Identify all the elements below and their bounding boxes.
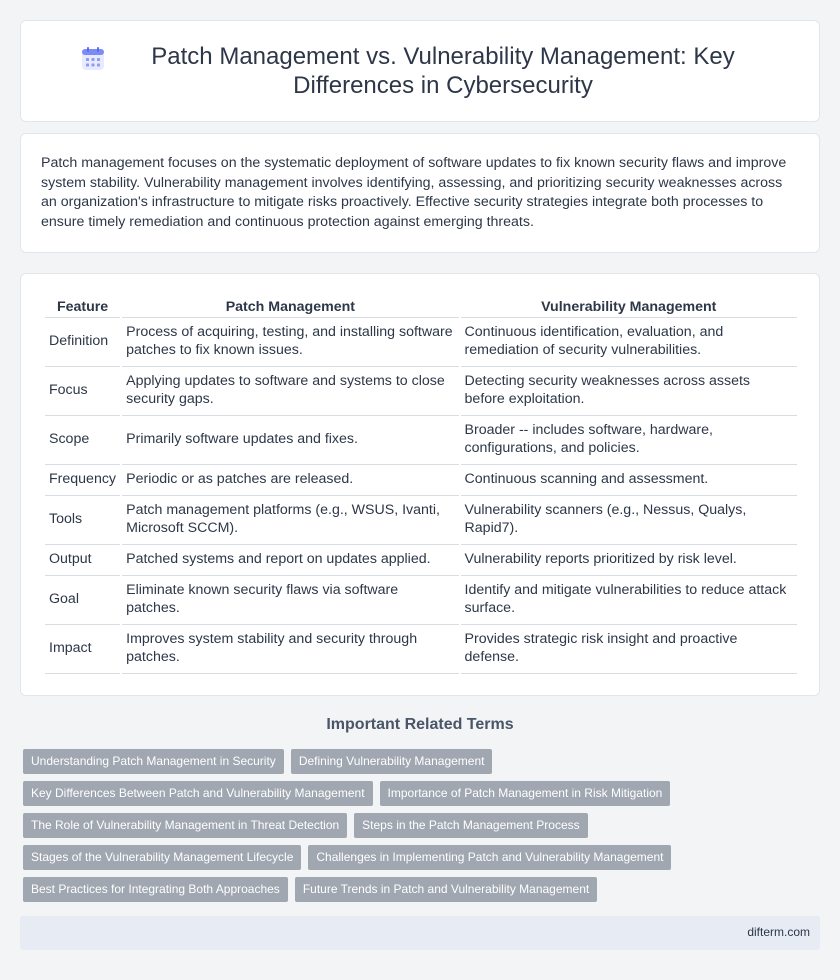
row-vulnerability-cell: Identify and mitigate vulnerabilities to reduce attack surface.: [461, 576, 797, 625]
table-header-row: [45, 294, 797, 318]
header-patch-management: Patch Management: [122, 294, 458, 318]
related-term-link[interactable]: Future Trends in Patch and Vulnerability Management: [295, 877, 597, 902]
related-term-link[interactable]: Best Practices for Integrating Both Approaches: [23, 877, 288, 902]
row-patch-cell: Process of acquiring, testing, and installing software patches to fix known issues.: [122, 318, 458, 367]
row-feature: Output: [45, 545, 120, 576]
related-term-link[interactable]: The Role of Vulnerability Management in Threat Detection: [23, 813, 347, 838]
row-feature: Impact: [45, 625, 120, 674]
related-term-link[interactable]: Defining Vulnerability Management: [291, 749, 493, 774]
comparison-table: [43, 294, 799, 674]
related-terms-list: [23, 749, 823, 909]
related-term-link[interactable]: Stages of the Vulnerability Management Lifecycle: [23, 845, 301, 870]
row-patch-cell: Primarily software updates and fixes.: [122, 416, 458, 465]
row-vulnerability-cell: Broader -- includes software, hardware, configurations, and policies.: [461, 416, 797, 465]
comparison-table-card: [20, 273, 820, 696]
row-feature: Frequency: [45, 465, 120, 496]
related-term-link[interactable]: Understanding Patch Management in Security: [23, 749, 284, 774]
intro-card: [20, 133, 820, 253]
row-patch-cell: Patched systems and report on updates applied.: [122, 545, 458, 576]
tag-row: [23, 813, 823, 838]
table-row: [45, 367, 797, 416]
title-wrap: [80, 42, 760, 100]
tag-row: [23, 845, 823, 870]
related-term-link[interactable]: Importance of Patch Management in Risk Mitigation: [380, 781, 671, 806]
related-term-link[interactable]: Key Differences Between Patch and Vulnerability Management: [23, 781, 373, 806]
row-vulnerability-cell: Vulnerability reports prioritized by risk level.: [461, 545, 797, 576]
tag-row: [23, 749, 823, 774]
header-feature: Feature: [45, 294, 120, 318]
table-row: [45, 545, 797, 576]
row-vulnerability-cell: Vulnerability scanners (e.g., Nessus, Qualys, Rapid7).: [461, 496, 797, 545]
row-feature: Scope: [45, 416, 120, 465]
footer-site-link[interactable]: difterm.com: [747, 925, 810, 939]
tag-row: [23, 781, 823, 806]
row-feature: Focus: [45, 367, 120, 416]
related-term-link[interactable]: Steps in the Patch Management Process: [354, 813, 587, 838]
row-vulnerability-cell: Detecting security weaknesses across assets before exploitation.: [461, 367, 797, 416]
row-vulnerability-cell: Provides strategic risk insight and proactive defense.: [461, 625, 797, 674]
related-terms-heading: Important Related Terms: [326, 716, 514, 733]
header-vulnerability-management: Vulnerability Management: [461, 294, 797, 318]
title-card: [20, 20, 820, 122]
table-row: [45, 318, 797, 367]
row-patch-cell: Periodic or as patches are released.: [122, 465, 458, 496]
row-feature: Goal: [45, 576, 120, 625]
row-feature: Tools: [45, 496, 120, 545]
row-patch-cell: Improves system stability and security through patches.: [122, 625, 458, 674]
row-vulnerability-cell: Continuous identification, evaluation, and remediation of security vulnerabilities.: [461, 318, 797, 367]
tag-row: [23, 877, 823, 902]
table-row: [45, 576, 797, 625]
row-feature: Definition: [45, 318, 120, 367]
related-term-link[interactable]: Challenges in Implementing Patch and Vulnerability Management: [308, 845, 671, 870]
intro-paragraph: Patch management focuses on the systematic deployment of software updates to fix known security flaws and improve system stability. Vulnerability management involves identifying, assessing, and prioritizing security weaknesses across an organization's infrastructure to mitigate risks proactively. Effective security strategies integrate both processes to ensure timely remediation and continuous protection against emerging threats.: [41, 155, 787, 230]
page-title: Patch Management vs. Vulnerability Management: Key Differences in Cybersecurity: [151, 43, 735, 99]
row-patch-cell: Patch management platforms (e.g., WSUS, Ivanti, Microsoft SCCM).: [122, 496, 458, 545]
calendar-icon: [80, 46, 106, 72]
table-row: [45, 625, 797, 674]
table-row: [45, 416, 797, 465]
row-vulnerability-cell: Continuous scanning and assessment.: [461, 465, 797, 496]
row-patch-cell: Applying updates to software and systems to close security gaps.: [122, 367, 458, 416]
row-patch-cell: Eliminate known security flaws via software patches.: [122, 576, 458, 625]
footer: [20, 916, 820, 950]
table-row: [45, 465, 797, 496]
table-row: [45, 496, 797, 545]
